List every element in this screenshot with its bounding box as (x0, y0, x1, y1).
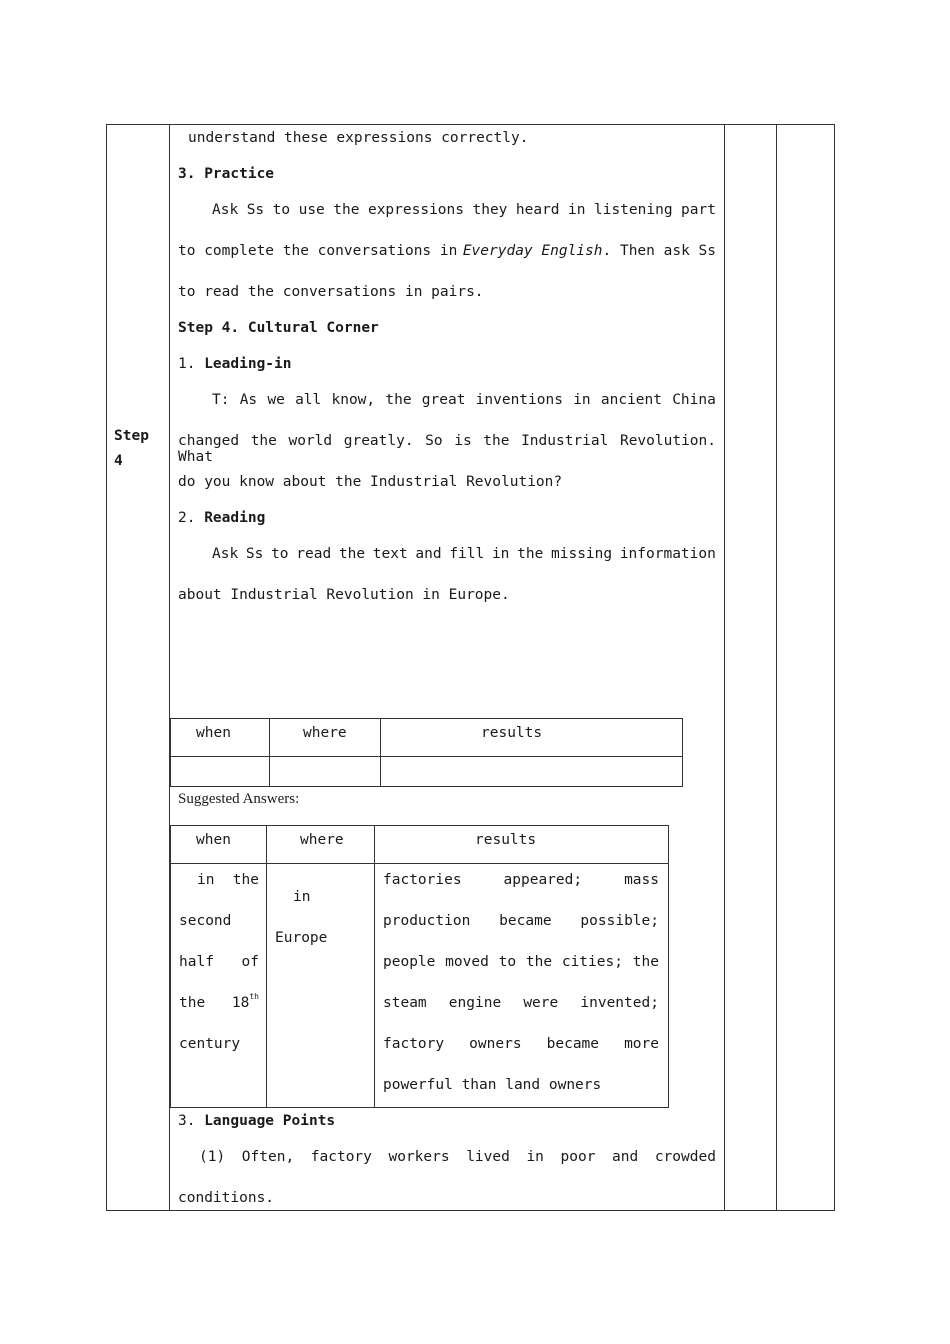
leading-in-line-1 (212, 392, 716, 408)
leading-in-title: Leading-in (204, 356, 292, 372)
suggested-answers-table (170, 825, 669, 1108)
table2-cell-results (375, 864, 669, 1108)
step-label-number: 4 (114, 453, 123, 469)
blank-worksheet-table (170, 718, 683, 787)
language-point-1-line-1-word: (1) (199, 1149, 226, 1165)
language-point-1-line-1 (199, 1149, 716, 1165)
outer-table-divider-2 (724, 124, 725, 1211)
reading-line-1-word: Ss (245, 546, 264, 562)
results-line-2-word: became (499, 913, 552, 929)
results-line-2-word: production (383, 913, 471, 929)
practice-line-1-word: they (472, 202, 508, 218)
language-point-1-line-1-word: crowded (654, 1149, 716, 1165)
language-points-title: Language Points (204, 1113, 336, 1129)
practice-line-1-word: use (298, 202, 325, 218)
leading-in-line-1-word: in (573, 392, 591, 408)
results-line-3-word: people (383, 954, 436, 970)
table1-header-results: results (381, 719, 683, 757)
table2-header-when: when (171, 826, 267, 864)
reading-line-1-word: in (491, 546, 510, 562)
leading-in-line-1-word: As (239, 392, 258, 408)
results-line-3-word: cities; (561, 954, 623, 970)
reading-line-1-word: the (338, 546, 366, 562)
when-line-1-word: the (232, 872, 259, 888)
reading-line-1-word: text (372, 546, 408, 562)
results-line-4 (383, 995, 659, 1011)
leading-in-line-1-word: China (672, 392, 716, 408)
leading-in-line-1-word: T: (212, 392, 230, 408)
reading-line-1-word: fill (449, 546, 485, 562)
practice-line-1-word: Ss (246, 202, 265, 218)
reading-line-1-word: missing (551, 546, 613, 562)
leading-in-line-1-word: we (267, 392, 285, 408)
reading-line-1-word: the (517, 546, 544, 562)
table1-cell-results (381, 757, 683, 787)
practice-line-1-word: in (568, 202, 586, 218)
reading-heading (178, 510, 265, 526)
practice-heading: 3. Practice (178, 166, 275, 182)
table1-cell-where (270, 757, 381, 787)
cultural-corner-heading: Step 4. Cultural Corner (178, 320, 379, 336)
results-line-4-word: invented; (580, 995, 659, 1011)
outer-table-bottom-border (106, 1210, 835, 1211)
reading-title: Reading (204, 510, 266, 526)
results-line-3 (383, 954, 659, 970)
when-line-3 (179, 954, 259, 970)
practice-line-1-word: part (681, 202, 716, 218)
results-line-5-word: owners (469, 1036, 522, 1052)
reading-line-1-word: and (415, 546, 442, 562)
results-line-5-word: more (624, 1036, 659, 1052)
leading-in-number: 1. (178, 356, 196, 372)
results-line-1-word: factories (383, 872, 462, 888)
leading-in-line-2: changed the world greatly. So is the Industrial Revolution. What (178, 433, 716, 465)
leading-in-line-1-word: ancient (600, 392, 662, 408)
reading-line-1-word: Ask (212, 546, 239, 562)
outer-table-left-border (106, 124, 107, 1211)
table1-header-where: where (270, 719, 381, 757)
results-line-6: powerful than land owners (383, 1077, 602, 1093)
results-line-1-word: mass (624, 872, 659, 888)
when-line-3-word: of (241, 954, 259, 970)
outer-table-divider-3 (776, 124, 777, 1211)
practice-line-1-word: to (272, 202, 291, 218)
step-label-word: Step (114, 428, 149, 444)
practice-line-2 (178, 243, 716, 259)
language-points-heading (178, 1113, 335, 1129)
when-line-1 (197, 872, 259, 888)
results-line-4-word: were (523, 995, 559, 1011)
leading-in-line-1-word: all (295, 392, 322, 408)
reading-line-2: about Industrial Revolution in Europe. (178, 587, 510, 603)
results-line-5-word: factory (383, 1036, 445, 1052)
practice-line-2-c: . Then ask Ss (602, 243, 716, 259)
language-point-1-line-1-word: and (612, 1149, 639, 1165)
language-point-1-line-1-word: lived (466, 1149, 510, 1165)
where-line-2: Europe (275, 930, 328, 946)
results-line-5 (383, 1036, 659, 1052)
reading-line-1-word: read (296, 546, 332, 562)
leading-in-heading (178, 356, 292, 372)
ordinal-suffix: th (249, 992, 259, 1001)
language-point-1-line-1-word: factory (310, 1149, 372, 1165)
when-line-2: second (179, 913, 232, 929)
everyday-english-title: Everyday English (462, 243, 603, 259)
table2-cell-where (267, 864, 375, 1108)
leading-in-line-1-word: the (385, 392, 412, 408)
leading-in-line-1-word: inventions (475, 392, 563, 408)
reading-line-1-word: to (271, 546, 289, 562)
results-line-2 (383, 913, 659, 929)
practice-line-1 (212, 202, 716, 218)
table1-cell-when (171, 757, 270, 787)
results-line-4-word: engine (448, 995, 502, 1011)
results-line-2-word: possible; (580, 913, 659, 929)
when-line-3-word: half (179, 954, 214, 970)
when-line-5: century (179, 1036, 241, 1052)
language-point-1-line-1-word: in (526, 1149, 544, 1165)
language-point-1-line-1-word: workers (388, 1149, 450, 1165)
table1-header-when: when (171, 719, 270, 757)
language-point-1-line-1-word: poor (560, 1149, 596, 1165)
when-line-4 (179, 992, 259, 1011)
practice-line-1-word: heard (515, 202, 560, 218)
leading-in-line-3: do you know about the Industrial Revolution? (178, 474, 563, 490)
when-line-4-a: the (179, 995, 206, 1011)
language-point-1-line-2: conditions. (178, 1190, 275, 1206)
when-line-4-b: 18 (231, 995, 250, 1011)
practice-line-1-word: the (333, 202, 360, 218)
results-line-3-word: moved (445, 954, 489, 970)
table2-header-where: where (267, 826, 375, 864)
results-line-3-word: the (525, 954, 553, 970)
table2-header-results: results (375, 826, 669, 864)
reading-number: 2. (178, 510, 196, 526)
where-line-1: in (293, 889, 311, 905)
practice-line-1-word: Ask (212, 202, 239, 218)
reading-line-1 (212, 546, 716, 562)
language-points-number: 3. (178, 1113, 196, 1129)
practice-line-1-word: expressions (367, 202, 464, 218)
intro-line: understand these expressions correctly. (188, 130, 529, 146)
results-line-3-word: the (632, 954, 659, 970)
practice-line-2-a: to complete the conversations in (178, 243, 458, 259)
outer-table-top-border (106, 124, 835, 125)
suggested-answers-label: Suggested Answers: (178, 791, 300, 807)
when-line-1-word: in (197, 872, 215, 888)
practice-line-3: to read the conversations in pairs. (178, 284, 484, 300)
practice-line-1-word: listening (593, 202, 673, 218)
language-point-1-line-1-word: Often, (241, 1149, 295, 1165)
outer-table-right-border (834, 124, 835, 1211)
results-line-1-word: appeared; (503, 872, 583, 888)
table2-cell-when (171, 864, 267, 1108)
leading-in-line-1-word: great (421, 392, 466, 408)
results-line-4-word: steam (383, 995, 427, 1011)
results-line-3-word: to (498, 954, 517, 970)
leading-in-line-1-word: know, (331, 392, 376, 408)
reading-line-1-word: information (619, 546, 716, 562)
results-line-5-word: became (546, 1036, 600, 1052)
results-line-1 (383, 872, 659, 888)
